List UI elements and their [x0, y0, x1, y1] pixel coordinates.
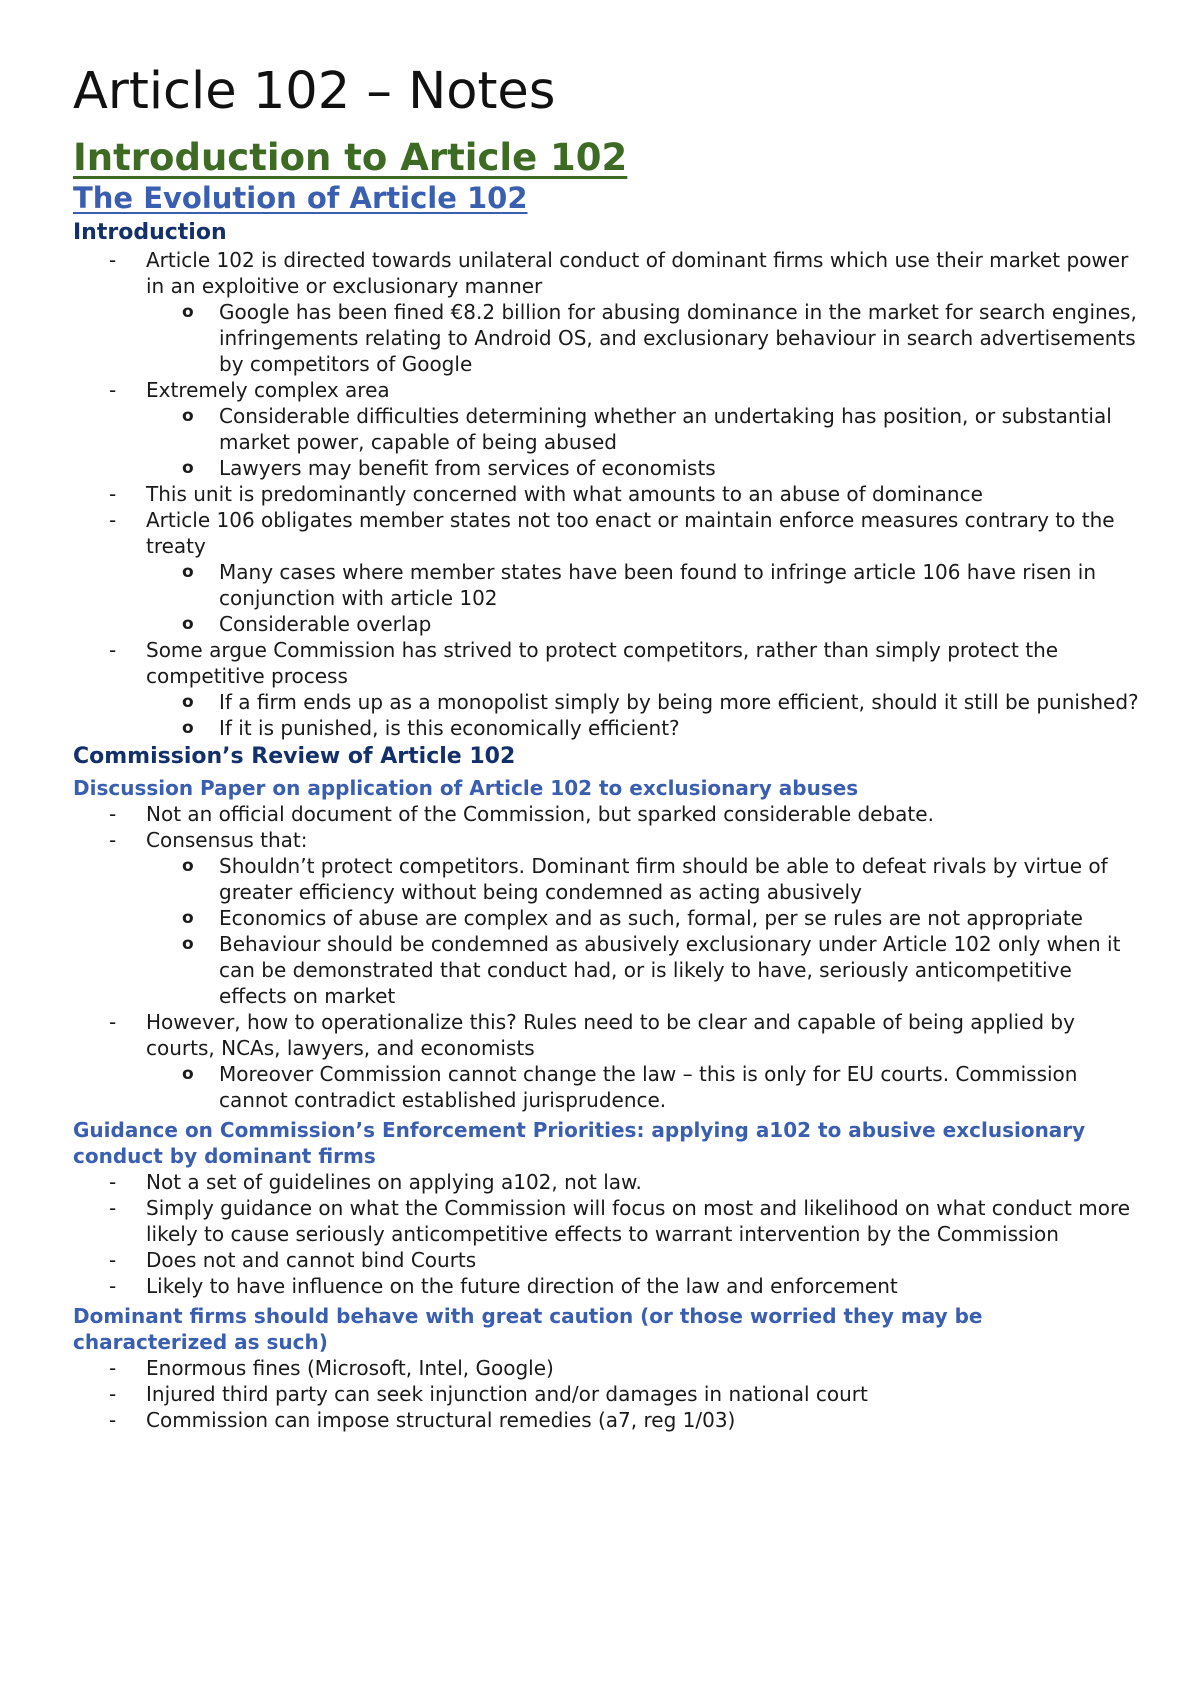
circle-bullet: o — [182, 614, 194, 635]
list-item-text: Extremely complex area — [146, 378, 390, 403]
intro-list — [73, 247, 1140, 741]
circle-bullet: o — [182, 406, 194, 427]
circle-bullet: o — [182, 458, 194, 479]
sub-list-item-text: Google has been fined €8.2 billion for abusing dominance in the market for search engines, infringements relating to Android OS, and exclusionary behaviour in search advertisements by competitors of Google — [219, 300, 1137, 377]
list-item — [73, 481, 1140, 507]
list-item-text: Commission can impose structural remedies (a7, reg 1/03) — [146, 1408, 736, 1433]
sub-list-item-text: Shouldn’t protect competitors. Dominant firm should be able to defeat rivals by virtue of greater efficiency without being condemned as acting abusively — [219, 854, 1108, 905]
heading-introduction: Introduction — [73, 220, 227, 246]
discussion-list — [73, 801, 1140, 1113]
sub-list-item — [146, 455, 1140, 481]
circle-bullet: o — [182, 908, 194, 929]
sub-list-item — [146, 689, 1140, 715]
list-item-text: Simply guidance on what the Commission will focus on most and likelihood on what conduct more likely to cause seriously anticompetitive effects to warrant intervention by the Commission — [146, 1196, 1131, 1247]
list-item — [73, 1355, 1140, 1381]
list-item — [73, 1169, 1140, 1195]
sub-list-item-text: If a firm ends up as a monopolist simply by being more efficient, should it still be punished? — [219, 690, 1139, 715]
sub-list — [146, 403, 1140, 481]
sub-list-item — [146, 299, 1140, 377]
heading-caution: Dominant firms should behave with great caution (or those worried they may be characterized as such) — [73, 1304, 983, 1355]
list-item-text: Some argue Commission has strived to protect competitors, rather than simply protect the competitive process — [146, 638, 1059, 689]
circle-bullet: o — [182, 1064, 194, 1085]
circle-bullet: o — [182, 718, 194, 739]
sub-list-item — [146, 715, 1140, 741]
list-item-text: However, how to operationalize this? Rules need to be clear and capable of being applied by courts, NCAs, lawyers, and economists — [146, 1010, 1075, 1061]
list-item-text: Article 102 is directed towards unilateral conduct of dominant firms which use their market power in an exploitive or exclusionary manner — [146, 248, 1129, 299]
dash-bullet: - — [109, 482, 117, 507]
list-item — [73, 827, 1140, 1009]
list-item — [73, 801, 1140, 827]
sub-list-item-text: Behaviour should be condemned as abusively exclusionary under Article 102 only when it can be demonstrated that conduct had, or is likely to have, seriously anticompetitive effects on market — [219, 932, 1121, 1009]
sub-list-item-text: If it is punished, is this economically efficient? — [219, 716, 680, 741]
document-title: Article 102 – Notes — [73, 62, 556, 121]
list-item-text: Enormous fines (Microsoft, Intel, Google) — [146, 1356, 554, 1381]
heading-introduction-to-article-102: Introduction to Article 102 — [73, 136, 628, 179]
sub-list — [146, 689, 1140, 741]
list-item — [73, 507, 1140, 637]
sub-list-item-text: Many cases where member states have been found to infringe article 106 have risen in conjunction with article 102 — [219, 560, 1097, 611]
dash-bullet: - — [109, 508, 117, 533]
dash-bullet: - — [109, 1170, 117, 1195]
circle-bullet: o — [182, 562, 194, 583]
sub-list — [146, 853, 1140, 1009]
list-item — [73, 1247, 1140, 1273]
circle-bullet: o — [182, 692, 194, 713]
bullet-list — [73, 1355, 1140, 1433]
circle-bullet: o — [182, 856, 194, 877]
sub-list-item-text: Lawyers may benefit from services of economists — [219, 456, 716, 481]
heading-commission-review: Commission’s Review of Article 102 — [73, 744, 516, 770]
list-item-text: Not an official document of the Commission, but sparked considerable debate. — [146, 802, 934, 827]
dash-bullet: - — [109, 1356, 117, 1381]
heading-guidance: Guidance on Commission’s Enforcement Priorities: applying a102 to abusive exclusionary conduct by dominant firms — [73, 1118, 1086, 1169]
list-item — [73, 1381, 1140, 1407]
list-item-text: This unit is predominantly concerned with what amounts to an abuse of dominance — [146, 482, 983, 507]
dash-bullet: - — [109, 802, 117, 827]
sub-list-item — [146, 559, 1140, 611]
guidance-list — [73, 1169, 1140, 1299]
list-item-text: Article 106 obligates member states not too enact or maintain enforce measures contrary to the treaty — [146, 508, 1115, 559]
sub-list — [146, 299, 1140, 377]
list-item-text: Likely to have influence on the future direction of the law and enforcement — [146, 1274, 898, 1299]
heading-discussion-paper: Discussion Paper on application of Article 102 to exclusionary abuses — [73, 776, 859, 801]
bullet-list — [73, 1169, 1140, 1299]
list-item — [73, 1195, 1140, 1247]
list-item-text: Injured third party can seek injunction and/or damages in national court — [146, 1382, 868, 1407]
list-item — [73, 637, 1140, 741]
list-item-text: Does not and cannot bind Courts — [146, 1248, 477, 1273]
list-item — [73, 377, 1140, 481]
list-item — [73, 1407, 1140, 1433]
dash-bullet: - — [109, 638, 117, 663]
dash-bullet: - — [109, 248, 117, 273]
list-item-text: Not a set of guidelines on applying a102, not law. — [146, 1170, 642, 1195]
caution-list — [73, 1355, 1140, 1433]
bullet-list — [73, 247, 1140, 741]
circle-bullet: o — [182, 934, 194, 955]
dash-bullet: - — [109, 1408, 117, 1433]
list-item — [73, 247, 1140, 377]
dash-bullet: - — [109, 1382, 117, 1407]
sub-list — [146, 559, 1140, 637]
sub-list-item — [146, 853, 1140, 905]
circle-bullet: o — [182, 302, 194, 323]
sub-list-item — [146, 1061, 1140, 1113]
list-item — [73, 1009, 1140, 1113]
dash-bullet: - — [109, 1248, 117, 1273]
sub-list-item-text: Moreover Commission cannot change the law – this is only for EU courts. Commission cannot contradict established jurisprudence. — [219, 1062, 1078, 1113]
sub-list-item — [146, 403, 1140, 455]
sub-list-item — [146, 905, 1140, 931]
dash-bullet: - — [109, 1196, 117, 1221]
dash-bullet: - — [109, 1274, 117, 1299]
dash-bullet: - — [109, 378, 117, 403]
dash-bullet: - — [109, 1010, 117, 1035]
sub-list-item — [146, 931, 1140, 1009]
sub-list-item — [146, 611, 1140, 637]
dash-bullet: - — [109, 828, 117, 853]
sub-list-item-text: Considerable difficulties determining whether an undertaking has position, or substantial market power, capable of being abused — [219, 404, 1112, 455]
list-item — [73, 1273, 1140, 1299]
sub-list-item-text: Economics of abuse are complex and as such, formal, per se rules are not appropriate — [219, 906, 1083, 931]
bullet-list — [73, 801, 1140, 1113]
list-item-text: Consensus that: — [146, 828, 308, 853]
heading-evolution-of-article-102: The Evolution of Article 102 — [73, 180, 528, 215]
sub-list — [146, 1061, 1140, 1113]
sub-list-item-text: Considerable overlap — [219, 612, 432, 637]
